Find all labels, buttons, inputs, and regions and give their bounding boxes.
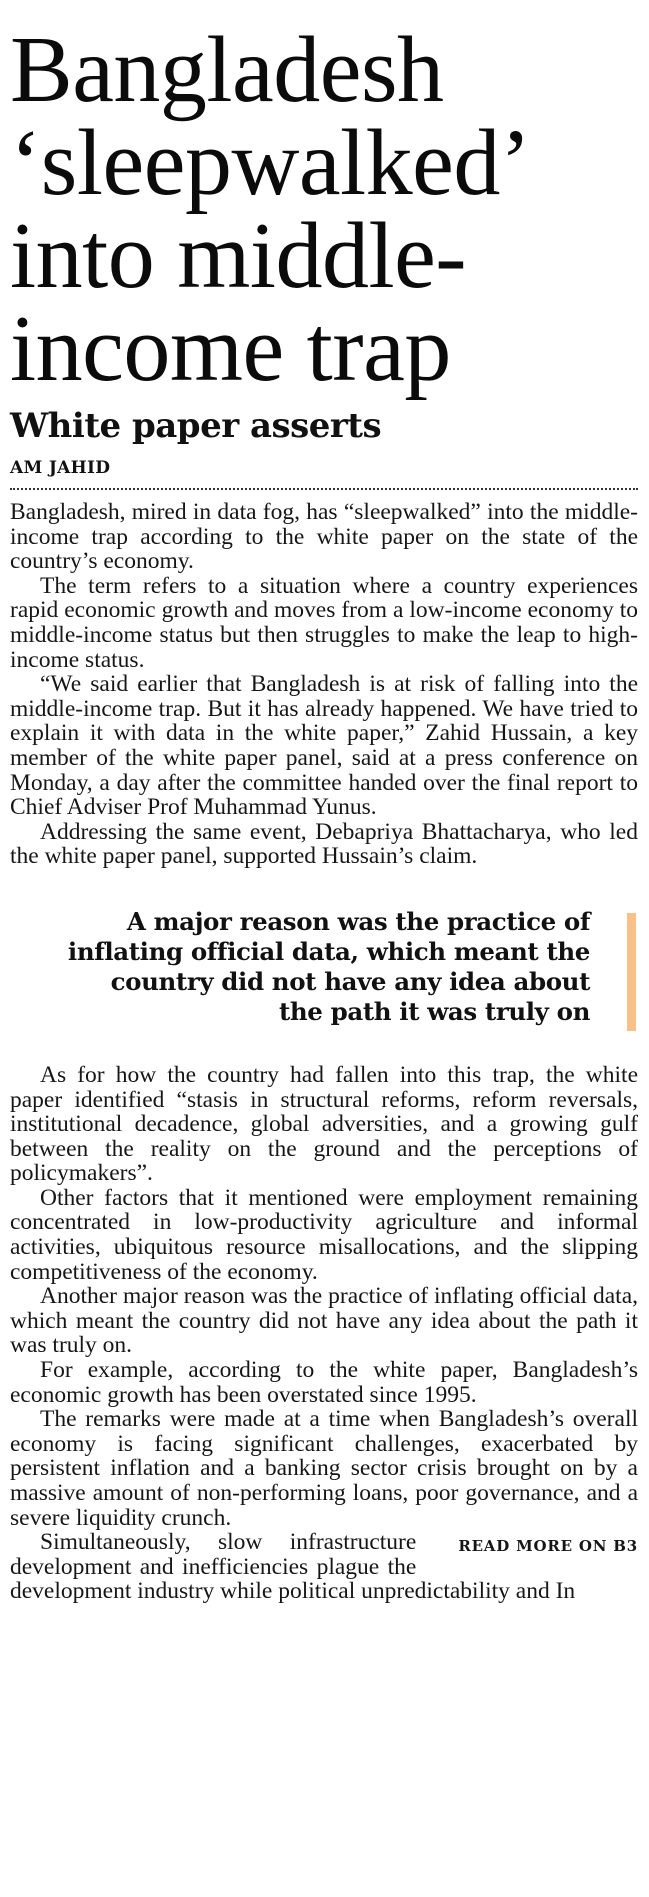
paragraph: Addressing the same event, Debapriya Bhattacharya, who led the white paper panel, supported Hussain’s claim. <box>10 818 638 870</box>
headline-line: Bangladesh <box>10 18 444 122</box>
pull-quote-line: country did not have any idea about <box>110 966 590 996</box>
dotted-divider <box>10 488 638 490</box>
paragraph: Bangladesh, mired in data fog, has “sleepwalked” into the middle-income trap according to the white paper on the state of the country’s economy. <box>10 499 638 575</box>
read-more-link[interactable]: READ MORE ON B3 <box>458 1537 638 1556</box>
pull-quote-accent-bar <box>627 913 636 1031</box>
paragraph: As for how the country had fallen into this trap, the white paper identified “stasis in structural reforms, reform reversals, institutional decadence, global adversities, and a growing gulf between the reality on the ground and the perceptions of policymakers”. <box>10 1061 638 1187</box>
pull-quote-text <box>10 907 590 1027</box>
byline: AM JAHID <box>10 458 111 478</box>
pull-quote-line: the path it was truly on <box>278 996 590 1026</box>
pull-quote-line: A major reason was the practice of <box>126 906 590 936</box>
subheadline: White paper asserts <box>10 406 382 446</box>
paragraph: The term refers to a situation where a country experiences rapid economic growth and moves from a low-income economy to middle-income status but then struggles to make the leap to high-income status. <box>10 572 638 673</box>
headline-line: ‘sleepwalked’ <box>10 111 531 215</box>
paragraph: For example, according to the white paper, Bangladesh’s economic growth has been overstated since 1995. <box>10 1357 638 1408</box>
headline <box>10 0 638 401</box>
paragraph: Another major reason was the practice of inflating official data, which meant the country did not have any idea about the path it was truly on. <box>10 1283 638 1359</box>
pull-quote-line: inflating official data, which meant the <box>67 936 590 966</box>
article <box>10 0 638 1604</box>
paragraph-last <box>10 1530 638 1604</box>
headline-line: into middle- <box>10 204 467 308</box>
article-body <box>10 500 638 1604</box>
paragraph: Other factors that it mentioned were employment remaining concentrated in low-productivity agriculture and informal activities, ubiquitous resource misallocations, and the slipping competitiveness of the economy. <box>10 1184 638 1285</box>
headline-line: income trap <box>10 297 451 401</box>
paragraph: The remarks were made at a time when Bangladesh’s overall economy is facing significant challenges, exacerbated by persistent inflation and a banking sector crisis brought on by a massive amount of non-performing loans, poor governance, and a severe liquidity crunch. <box>10 1406 638 1531</box>
paragraph: “We said earlier that Bangladesh is at risk of falling into the middle-income trap. But it has already happened. We have tried to explain it with data in the white paper,” Zahid Hussain, a key member of the white paper panel, said at a press conference on Monday, a day after the committee handed over the final report to Chief Adviser Prof Muhammad Yunus. <box>10 671 638 821</box>
pull-quote <box>10 907 638 1027</box>
paragraph-text: Simultaneously, slow infrastructure development and inefficiencies plague the development industry while political unpredictability and In <box>10 1529 576 1605</box>
